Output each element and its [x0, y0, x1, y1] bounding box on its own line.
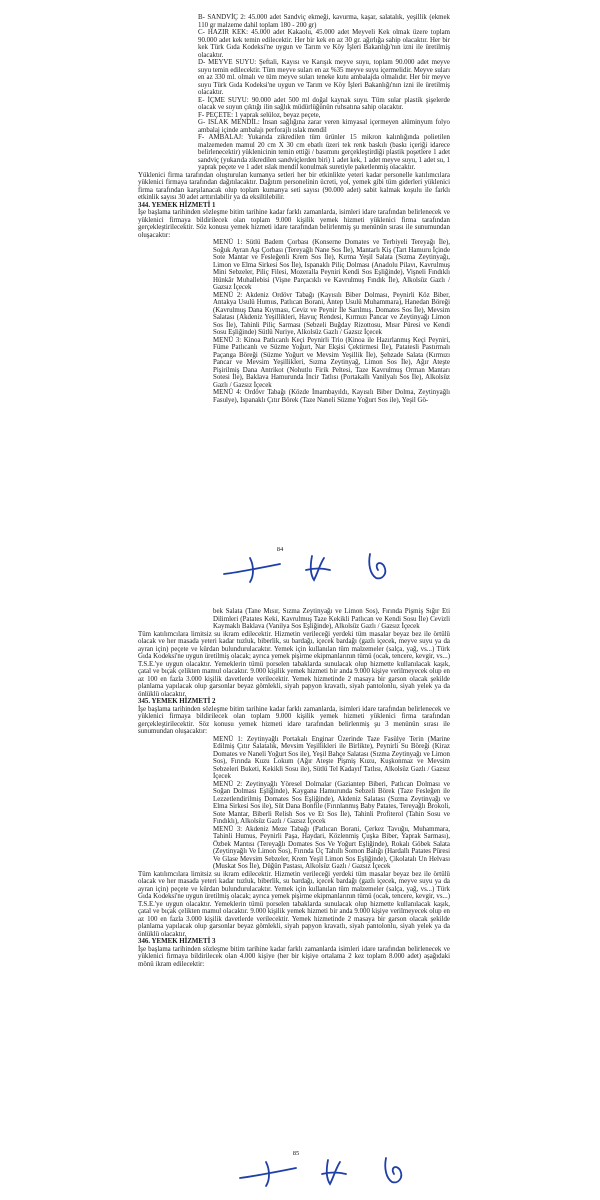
paragraph: B- SANDVİÇ 2: 45.000 adet Sandviç ekmeği, kavurma, kaşar, salatalık, yeşillik (ekmek 110 gr malzeme dahil toplam 180 - 200 gr) — [198, 14, 450, 29]
page-number: 84 — [276, 546, 284, 553]
paragraph: İşe başlama tarihinden sözleşme bitim tarihine kadar farklı zamanlarda, isimleri idare tarafından belirlenecek ve yüklenici firmaya bildirilecek olan toplam 9.000 kişilik yemek hizmeti yüklenici firma tarafından gerçekleştirilecektir. Söz konusu yemek hizmeti idare tarafından belirlenmiş şu menünün sırası ile sunumundan oluşacaktır: — [138, 209, 450, 239]
paragraph: F- PEÇETE: 1 yaprak selüloz, beyaz peçete, — [198, 111, 321, 119]
paragraph: F- AMBALAJ: Yukarıda zikredilen tüm ürünler 15 mikron kalınlığında polietilen malzemeden mamul 20 cm X 30 cm ebatlı üzeri tek renk baskılı (baskı içeriği idarece belirlenecektir) yüklenicinin temin ettiği / basımını gerçekleştirdiği plastik poşetlere 1 adet sandviç (yukarıda zikredilen sandviçlerden biri) 1 adet kek, 1 adet meyve suyu, 1 adet su, 1 yaprak peçete ve 1 adet ıslak mendil konulmak suretiyle paketlenmiş olacaktır. — [198, 134, 450, 171]
paragraph: Tüm katılımcılara limitsiz su ikram edilecektir. Hizmetin verileceği yerdeki tüm masalar beyaz bez ile örtülü olacak ve her masada yeteri kadar tuzluk, biberlik, su bardağı, içecek bardağı (gazlı içecek, meyve suyu ya da ayran için) peçete ve kürdan bulundurulacaktır. Yemek için kullanılan tüm malzemeler (salça, yağ, vs...) Türk Gıda Kodeksi'ne uygun üretilmiş olacak; ayrıca yemek pişirme ekipmanlarının tümü (ocak, tencere, kevgir, vs...) T.S.E.'ye uygun olacaktır. Yemeklerin tümü porselen tabaklarda sunulacak olup hizmette kullanılacak kaşık, çatal ve bıçak çelikten mamul olacaktır. 9.000 kişilik yemek hizmeti bir anda 9.000 kişiye verilmeyecek olup en az 100 en fazla 3.000 kişilik davetlerde verilecektir. Yemek hizmetinde 2 masaya bir garson olacak şekilde planlama yapılacak olup garsonlar beyaz gömlekli, siyah papyon kravatlı, siyah pantolonlu, siyah yelek ya da önlüklü olacaktır. — [138, 870, 450, 938]
section-heading: 344. YEMEK HİZMETİ 1 — [138, 201, 216, 209]
signature-2 — [306, 556, 330, 580]
section-heading: 345. YEMEK HİZMETİ 2 — [138, 698, 216, 705]
paragraph: MENÜ 2: Zeytinyağlı Yöresel Dolmalar (Gaziantep Biberi, Patlıcan Dolması ve Soğan Dolması Eşliğinde), Kaygana Hamurunda Sebzeli Börek (Taze Fesleğen ile Lezzetlendirilmiş Domates Sos Eşliğinde), Akdeniz Salatası (Sızma Zeytinyağı ve Elma Sirkesi Sos ile), Süt Dana Bonfile (Fırınlanmış Baby Patates, Tereyağlı Brokoli, Sote Mantar, Biberli Relish Sos ve Et Sos İle), Tahinli Profiterol (Tahin Sosu ve Fındıklı), Alkolsüz Gazlı / Gazsız İçecek — [213, 780, 450, 825]
signature-2 — [322, 1160, 346, 1184]
page-number: 85 — [292, 1150, 300, 1157]
paragraph: Yüklenici firma tarafından oluşturulan kumanya setleri her bir etkinlikte yeteri kadar personelle katılımcılara yüklenici firmaya tarafından dağıtılacaktır. Dağıtım personelinin ücreti, yol, yemek gibi tüm giderleri yüklenici firma tarafından karşılanacak olup toplam kumanya seti sayısı (90.000 adet) sabit kalmak koşulu ile farklı etkinlik sayısı 30 adet arttırılabilir ya da eksiltilebilir. — [138, 171, 450, 201]
signature-1 — [224, 558, 280, 582]
paragraph: MENÜ 1: Zeytinyağlı Portakalı Enginar Üzerinde Taze Fasülye Terin (Marine Edilmiş Çıtır Salatalık, Mevsim Yeşillikleri ile Birlikte), Peynirli Su Böreği (Kiraz Domates ve Naneli Yoğurt Sos ile), Yeşil Bahçe Salatası (Sızma Zeytinyağı ve Limon Sos), Fırında Kuzu Lokum (Ağır Ateşte Pişmiş Kuzu, Kuşkonmaz ve Mevsim Sebzeleri Buketi, Kekikli Sosu ile), Sütlü Tel Kadayıf Tatlısı, Alkolsüz Gazlı / Gazsız İçecek — [213, 735, 450, 780]
paragraph: İşe başlama tarihinden sözleşme bitim tarihine kadar farklı zamanlarda, isimleri idare tarafından belirlenecek ve yüklenici firmaya bildirilecek olan toplam 9.000 kişilik yemek hizmeti yüklenici firma tarafından gerçekleştirilecektir. Söz konusu yemek hizmeti idare tarafından belirlenmiş şu 3 menünün sırası ile sunumundan oluşacaktır: — [138, 705, 450, 735]
section-heading: 346. YEMEK HİZMETİ 3 — [138, 938, 216, 945]
paragraph: MENÜ 4: Ordövr Tabağı (Közde İmambayıldı, Kayısılı Biber Dolma, Zeytinyağlı Fasulye), Ispanaklı Çıtır Börek (Taze Naneli Süzme Yoğurt Sos ile), Yeşil Gö- — [213, 389, 450, 404]
paragraph: MENÜ 2: Akdeniz Ordövr Tabağı (Kayısılı Biber Dolması, Peynirli Köz Biber, Antakya Usulü Humus, Patlıcan Borani, Antep Usulü Muhammara), Hanedan Böreği (Kavrulmuş Dana Kıyması, Ceviz ve Peynir İle Sarılmış. Domates Sos İle), Mevsim Salatası (Akdeniz Yeşillikleri, Havuç Rendesi, Kırmızı Pancar ve Zeytinyağı Limon Sos İle), Tahinli Piliç Sarması (Sebzeli Buğday Rizottosu, Mısır Püresi ve Kendi Sosu Eşliğinde) Sütlü Nuriye, Alkolsüz Gazlı / Gazsız İçecek — [213, 291, 450, 336]
paragraph: MENÜ 1: Sütlü Badem Çorbası (Konserne Domates ve Terbiyeli Tereyağı İle), Soğuk Ayran Aşı Çorbası (Tereyağlı Nane Sos İle), Mantarlı Kiş (Tart Hamuru İçinde Sote Mantar ve Fesleğenli Krem Sos İle), Kırma Yeşil Salata (Sızma Zeytinyağı, Limon ve Elma Sirkesi Sos İle), Ispanaklı Piliç Dolması (Anadolu Pilavı, Kavrulmuş Mini Sebzeler, Piliç Filesi, Mozeralla Peyniri Kendi Sos Eşliğinde), Vişneli Fındıklı Hünkâr Muhallebisi (Vişne Parçacıklı ve Kavrulmuş Fındık İle), Alkolsüz Gazlı / Gazsız İçecek — [213, 239, 450, 291]
paragraph: G- ISLAK MENDİL: İnsan sağlığına zarar veren kimyasal içermeyen alüminyum folyo ambalaj içinde ambalajı perforajlı ıslak mendil — [198, 119, 450, 134]
signatures — [236, 1152, 436, 1192]
paragraph: MENÜ 3: Kinoa Patlıcanlı Keçi Peynirli Trio (Kinoa ile Hazırlanmış Keçi Peyniri, Füme Patlıcanlı ve Süzme Yoğurt, Nar Ekşisi Çektirmesi İle), Patatesli Pastırmalı Paçanga Böreği (Süzme Yoğurt ve Mevsim Yeşillik İle), Şehzade Salata (Kırmızı Pancar ve Mevsim Yeşillikleri, Sızma Zeytinyağ, Limon Sos İle), Ağır Ateşte Pişirilmiş Dana Antrikot (Nohutlu Firik Peltesi, Taze Kavrulmuş Orman Mantarı Sotesi İle), Baklava Hamurunda İncir Tatlısı (Portakallı Vanilyalı Sos İle), Alkolsüz Gazlı / Gazsız İçecek — [213, 336, 450, 389]
page-text-body — [138, 608, 450, 968]
paragraph: MENÜ 3: Akdeniz Meze Tabağı (Patlıcan Borani, Çerkez Tavuğu, Muhammara, Tahinli Humus, Peynirli Paşa, Haydari, Közlenmiş Çuşka Biber, Yaprak Sarması), Özbek Mantısı (Tereyağlı Domates Sos Ve Yoğurt Eşliğinde), Rokalı Göbek Salata (Zeytinyağlı Ve Limon Sos), Fırında Üç Tahıllı Somon Balığı (Hardallı Patates Püresi Ve Glase Mevsim Sebzeler, Krem Yeşil Limon Sos Eşliğinde), Çikolatalı Un Helvası (Muskat Sos İle), Düğün Pastası, Alkolsüz Gazlı / Gazsız İçecek — [213, 825, 450, 870]
paragraph: Tüm katılımcılara limitsiz su ikram edilecektir. Hizmetin verileceği yerdeki tüm masalar beyaz bez ile örtülü olacak ve her masada yeteri kadar tuzluk, biberlik, su bardağı, içecek bardağı (gazlı içecek, meyve suyu ya da ayran için) peçete ve kürdan bulundurulacaktır. Yemek için kullanılan tüm malzemeler (salça, yağ, vs...) Türk Gıda Kodeksi'ne uygun üretilmiş olacak; ayrıca yemek pişirme ekipmanlarının tümü (ocak, tencere, kevgir, vs...) T.S.E.'ye uygun olacaktır. Yemeklerin tümü porselen tabaklarda sunulacak olup hizmette kullanılacak kaşık, çatal ve bıçak çelikten mamul olacaktır. 9.000 kişilik yemek hizmeti bir anda 9.000 kişiye verilmeyecek olup en az 100 en fazla 3.000 kişilik davetlerde verilecektir. Yemek hizmetinde 2 masaya bir garson olacak şekilde planlama yapılacak olup garsonlar beyaz gömlekli, siyah papyon kravatlı, siyah pantolonlu, siyah yelek ya da önlüklü olacaktır. — [138, 630, 450, 698]
page-text-body — [138, 14, 450, 404]
paragraph: E- İÇME SUYU: 90.000 adet 500 ml doğal kaynak suyu. Tüm sular plastik şişelerde olacak ve suyun çıktığı ilin sağlık müdürlüğünün ruhsatına sahip olacaktır. — [198, 96, 450, 111]
signature-3 — [369, 554, 385, 578]
signatures — [220, 548, 420, 588]
paragraph: D- MEYVE SUYU: Şeftali, Kayısı ve Karışık meyve suyu, toplam 90.000 adet meyve suyu temin edilecektir. Tüm meyve suları en az %35 meyve suyu içermelidir. Meyve suları en az 330 ml. olmalı ve tüm meyve suları teneke kutu ambalajda olmalıdır. Her bir meyve suyu Türk Gıda Kodeksi'ne uygun ve Tarım ve Köy İşleri Bakanlığı'nın izni ile üretilmiş olacaktır. — [198, 59, 450, 96]
paragraph: C- HAZIR KEK: 45.000 adet Kakaolu, 45.000 adet Meyveli Kek olmak üzere toplam 90.000 adet kek temin edilecektir. Her bir kek en az 30 gr. ağırlığa sahip olacaktır. Her bir kek Türk Gıda Kodeksi'ne uygun ve Tarım ve Köy İşleri Bakanlığı'nın izni ile üretilmiş olacaktır. — [198, 29, 450, 59]
paragraph: İşe başlama tarihinden sözleşme bitim tarihine kadar farklı zamanlarda isimleri idare tarafından belirlenecek ve yüklenici firmaya bildirilecek olan 4.000 kişiye (her bir kişiye ortalama 2 kez toplam 8.000 adet) aşağıdaki mönü ikram edilecektir: — [138, 945, 450, 968]
paragraph: bek Salata (Tane Mısır, Sızma Zeytinyağı ve Limon Sos), Fırında Pişmiş Sığır Eti Dilimleri (Patates Keki, Kavrulmuş Taze Kekikli Patlıcan ve Kendi Sosu İle) Cevizli Kaymaklı Baklava (Vanilya Sos Eşliğinde), Alkolsüz Gazlı / Gazsız İçecek — [213, 608, 450, 630]
signature-1 — [240, 1162, 296, 1186]
document-page-85 — [0, 600, 600, 1200]
signature-3 — [385, 1158, 401, 1182]
